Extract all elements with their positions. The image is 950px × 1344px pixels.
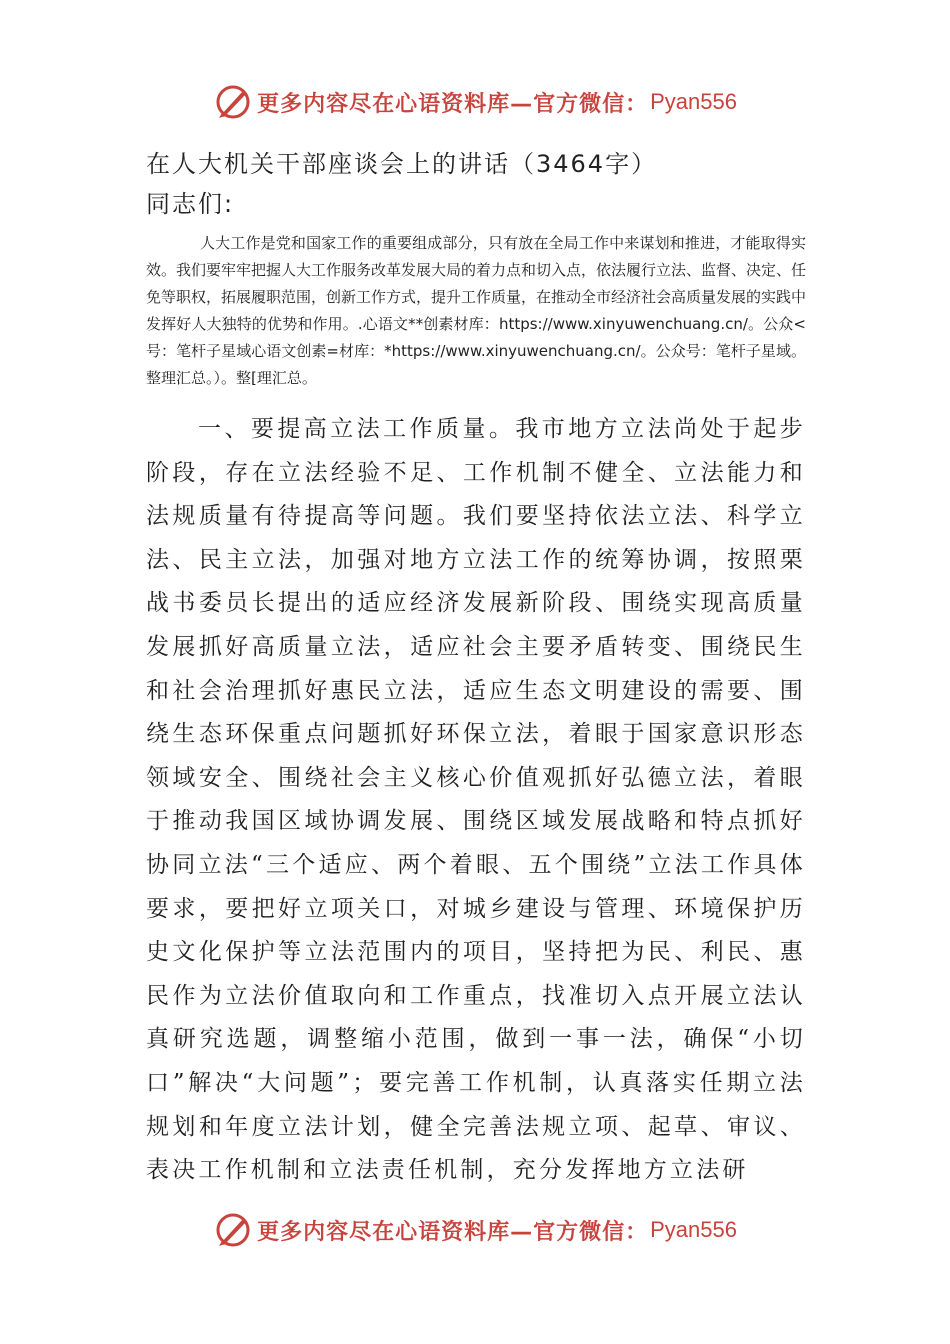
watermark-account: Pyan556 (650, 1217, 737, 1242)
document-title: 在人大机关干部座谈会上的讲话（3464字） (146, 150, 658, 178)
pen-logo-icon (213, 1210, 253, 1250)
watermark-banner-bottom (0, 1208, 950, 1252)
watermark-text: 更多内容尽在心语资料库—官方微信： (257, 91, 649, 117)
watermark-text: 更多内容尽在心语资料库—官方微信： (257, 1219, 649, 1245)
pen-logo-icon (213, 82, 253, 122)
watermark-banner-top (0, 80, 950, 124)
watermark-account: Pyan556 (650, 89, 737, 114)
salutation: 同志们: (146, 190, 235, 218)
section-1-paragraph: 一、要提高立法工作质量。我市地方立法尚处于起步阶段，存在立法经验不足、工作机制不健全、立法能力和法规质量有待提高等问题。我们要坚持依法立法、科学立法、民主立法，加强对地方立法工作的统筹协调，按照栗战书委员长提出的适应经济发展新阶段、围绕实现高质量发展抓好高质量立法，适应社会主要矛盾转变、围绕民生和社会治理抓好惠民立法，适应生态文明建设的需要、围绕生态环保重点问题抓好环保立法，着眼于国家意识形态领域安全、围绕社会主义核心价值观抓好弘德立法，着眼于推动我国区域协调发展、围绕区域发展战略和特点抓好协同立法“三个适应、两个着眼、五个围绕”立法工作具体要求，要把好立项关口，对城乡建设与管理、环境保护历史文化保护等立法范围内的项目，坚持把为民、利民、惠民作为立法价值取向和工作重点，找准切入点开展立法认真研究选题，调整缩小范围，做到一事一法，确保“小切口”解决“大问题”；要完善工作机制，认真落实任期立法规划和年度立法计划，健全完善法规立项、起草、审议、表决工作机制和立法责任机制，充分发挥地方立法研 (146, 416, 806, 1184)
intro-paragraph: 人大工作是党和国家工作的重要组成部分，只有放在全局工作中来谋划和推进，才能取得实效。我们要牢牢把握人大工作服务改革发展大局的着力点和切入点，依法履行立法、监督、决定、任免等职权，拓展履职范围，创新工作方式，提升工作质量，在推动全市经济社会高质量发展的实践中发挥好人大独特的优势和作用。.心语文**创素材库：https://www.xinyuwenchuang.cn/。公众<号：笔杆子星域心语文创素=材库：*https://www.xinyuwenchuang.cn/。公众号：笔杆子星域。整理汇总。）。整[理汇总。 (146, 234, 807, 387)
